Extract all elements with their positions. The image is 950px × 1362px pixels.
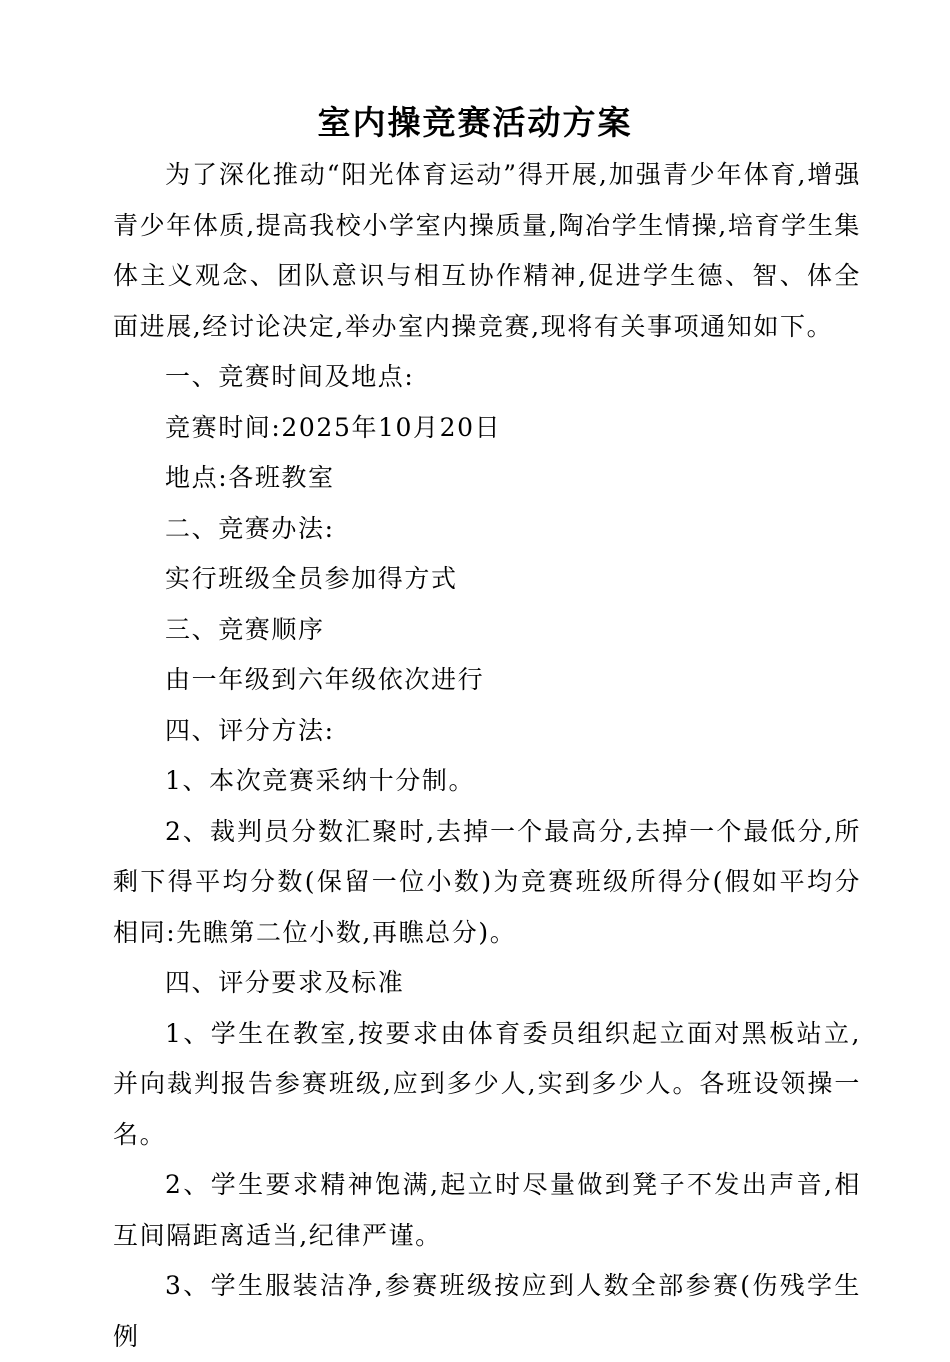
section-heading-method: 二、竞赛办法: — [165, 513, 335, 543]
method-text: 实行班级全员参加得方式 — [165, 564, 458, 593]
section-heading-order: 三、竞赛顺序 — [165, 614, 325, 644]
section-heading-requirements: 四、评分要求及标准 — [165, 968, 405, 997]
requirement-item-2: 2、学生要求精神饱满,起立时尽量做到凳子不发出声音,相互间隔距离适当,纪律严谨。 — [113, 1170, 861, 1250]
order-text: 由一年级到六年级依次进行 — [165, 665, 485, 694]
scoring-item-1: 1、本次竞赛采纳十分制。 — [165, 766, 476, 795]
requirement-item-3: 3、学生服装洁净,参赛班级按应到人数全部参赛(伤残学生例 — [113, 1271, 861, 1351]
document-body — [113, 150, 861, 1362]
competition-location: 地点:各班教室 — [165, 463, 335, 492]
competition-time: 竞赛时间:2025年10月20日 — [165, 412, 502, 442]
scoring-item-2: 2、裁判员分数汇聚时,去掉一个最高分,去掉一个最低分,所剩下得平均分数(保留一位小数)为竞赛班级所得分(假如平均分相同:先瞧第二位小数,再瞧总分)。 — [113, 816, 861, 947]
intro-paragraph: 为了深化推动“阳光体育运动”得开展,加强青少年体育,增强青少年体质,提高我校小学室内操质量,陶冶学生情操,培育学生集体主义观念、团队意识与相互协作精神,促进学生德、智、体全面进展,经讨论决定,举办室内操竞赛,现将有关事项通知如下。 — [113, 160, 861, 341]
section-heading-time-place: 一、竞赛时间及地点: — [165, 362, 415, 391]
requirement-item-1: 1、学生在教室,按要求由体育委员组织起立面对黑板站立,并向裁判报告参赛班级,应到多少人,实到多少人。各班设领操一名。 — [113, 1018, 861, 1149]
section-heading-scoring: 四、评分方法: — [165, 715, 335, 745]
document-title: 室内操竞赛活动方案 — [317, 103, 633, 142]
